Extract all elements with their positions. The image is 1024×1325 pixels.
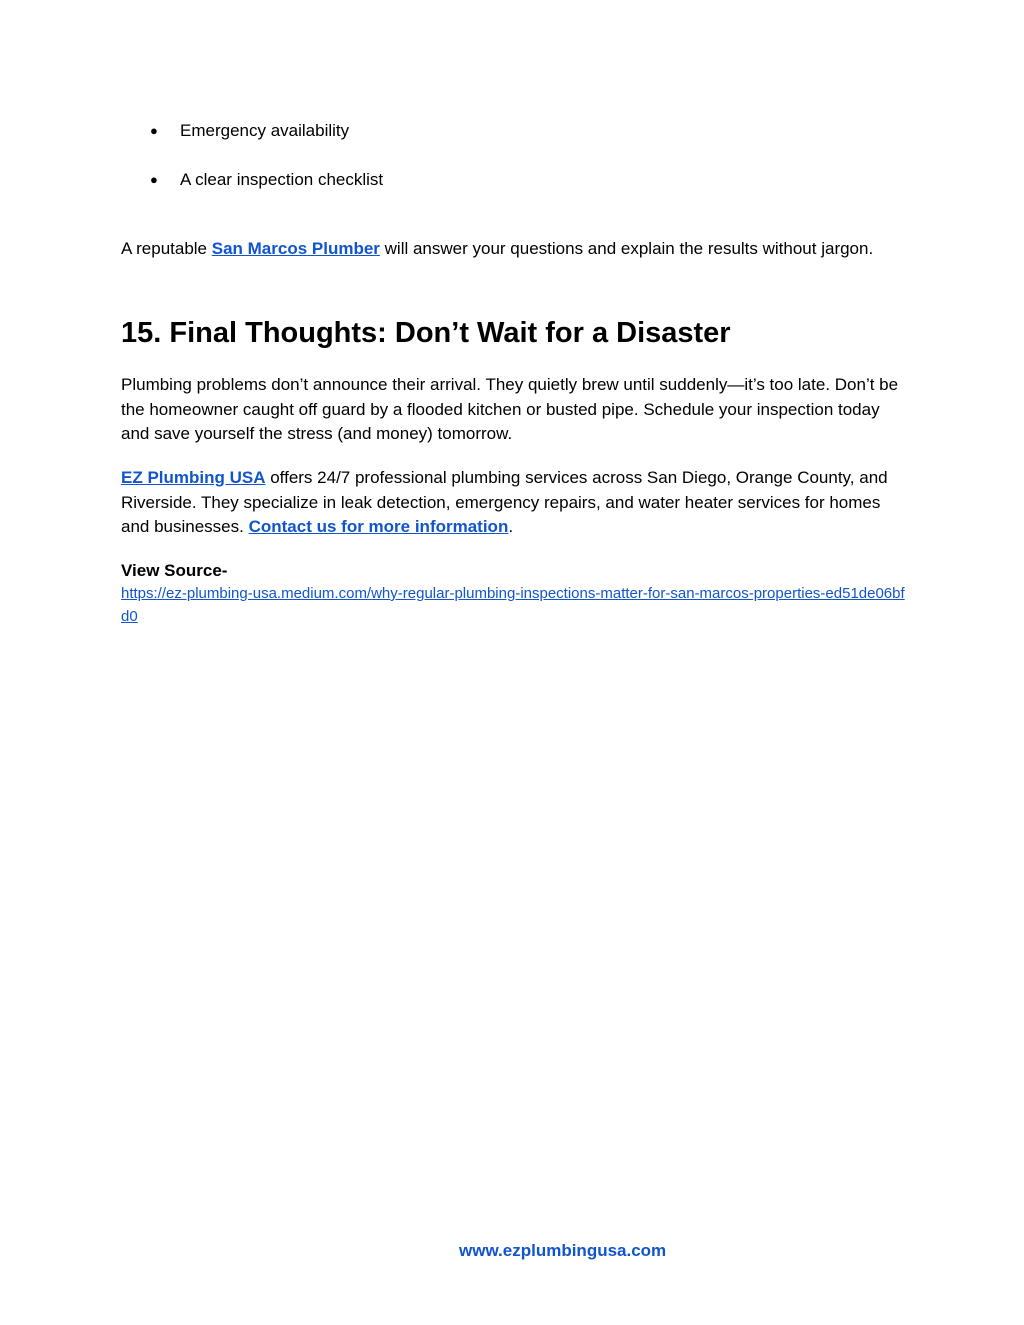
paragraph-text: will answer your questions and explain the results without jargon. xyxy=(379,239,874,258)
ez-plumbing-usa-link[interactable]: EZ Plumbing USA xyxy=(121,468,266,487)
san-marcos-plumber-link[interactable]: San Marcos Plumber xyxy=(211,239,380,258)
bullet-text: A clear inspection checklist xyxy=(180,170,384,189)
contact-us-link[interactable]: Contact us for more information xyxy=(248,517,509,536)
footer-website-link[interactable]: www.ezplumbingusa.com xyxy=(459,1241,667,1260)
reputable-plumber-paragraph xyxy=(121,237,911,262)
view-source-block xyxy=(121,560,911,628)
final-thoughts-paragraph: Plumbing problems don’t announce their arrival. They quietly brew until suddenly—it’s too late. Don’t be the homeowner caught off guard by a flooded kitchen or busted pipe. Schedule your inspection today and save yourself the stress (and money) tomorrow. xyxy=(121,375,899,443)
bullet-icon: ● xyxy=(150,172,158,187)
source-url-link[interactable]: https://ez-plumbing-usa.medium.com/why-regular-plumbing-inspections-matter-for-san-marcos-properties-ed51de06bfd0 xyxy=(121,585,905,625)
section-heading: 15. Final Thoughts: Don’t Wait for a Disaster xyxy=(121,317,731,349)
paragraph-text: A reputable xyxy=(121,239,212,258)
company-paragraph xyxy=(121,466,911,540)
bullet-text: Emergency availability xyxy=(180,121,350,140)
paragraph-text: offers 24/7 professional plumbing services across San Diego, Orange County, and Riverside. They specialize in leak detection, emergency repairs, and water heater services for homes and businesses. xyxy=(121,468,888,536)
view-source-label: View Source- xyxy=(121,561,228,580)
bullet-icon: ● xyxy=(150,123,158,138)
list-item xyxy=(150,120,383,142)
list-item xyxy=(150,169,383,191)
bullet-list xyxy=(150,120,383,218)
paragraph-text: . xyxy=(508,517,514,536)
